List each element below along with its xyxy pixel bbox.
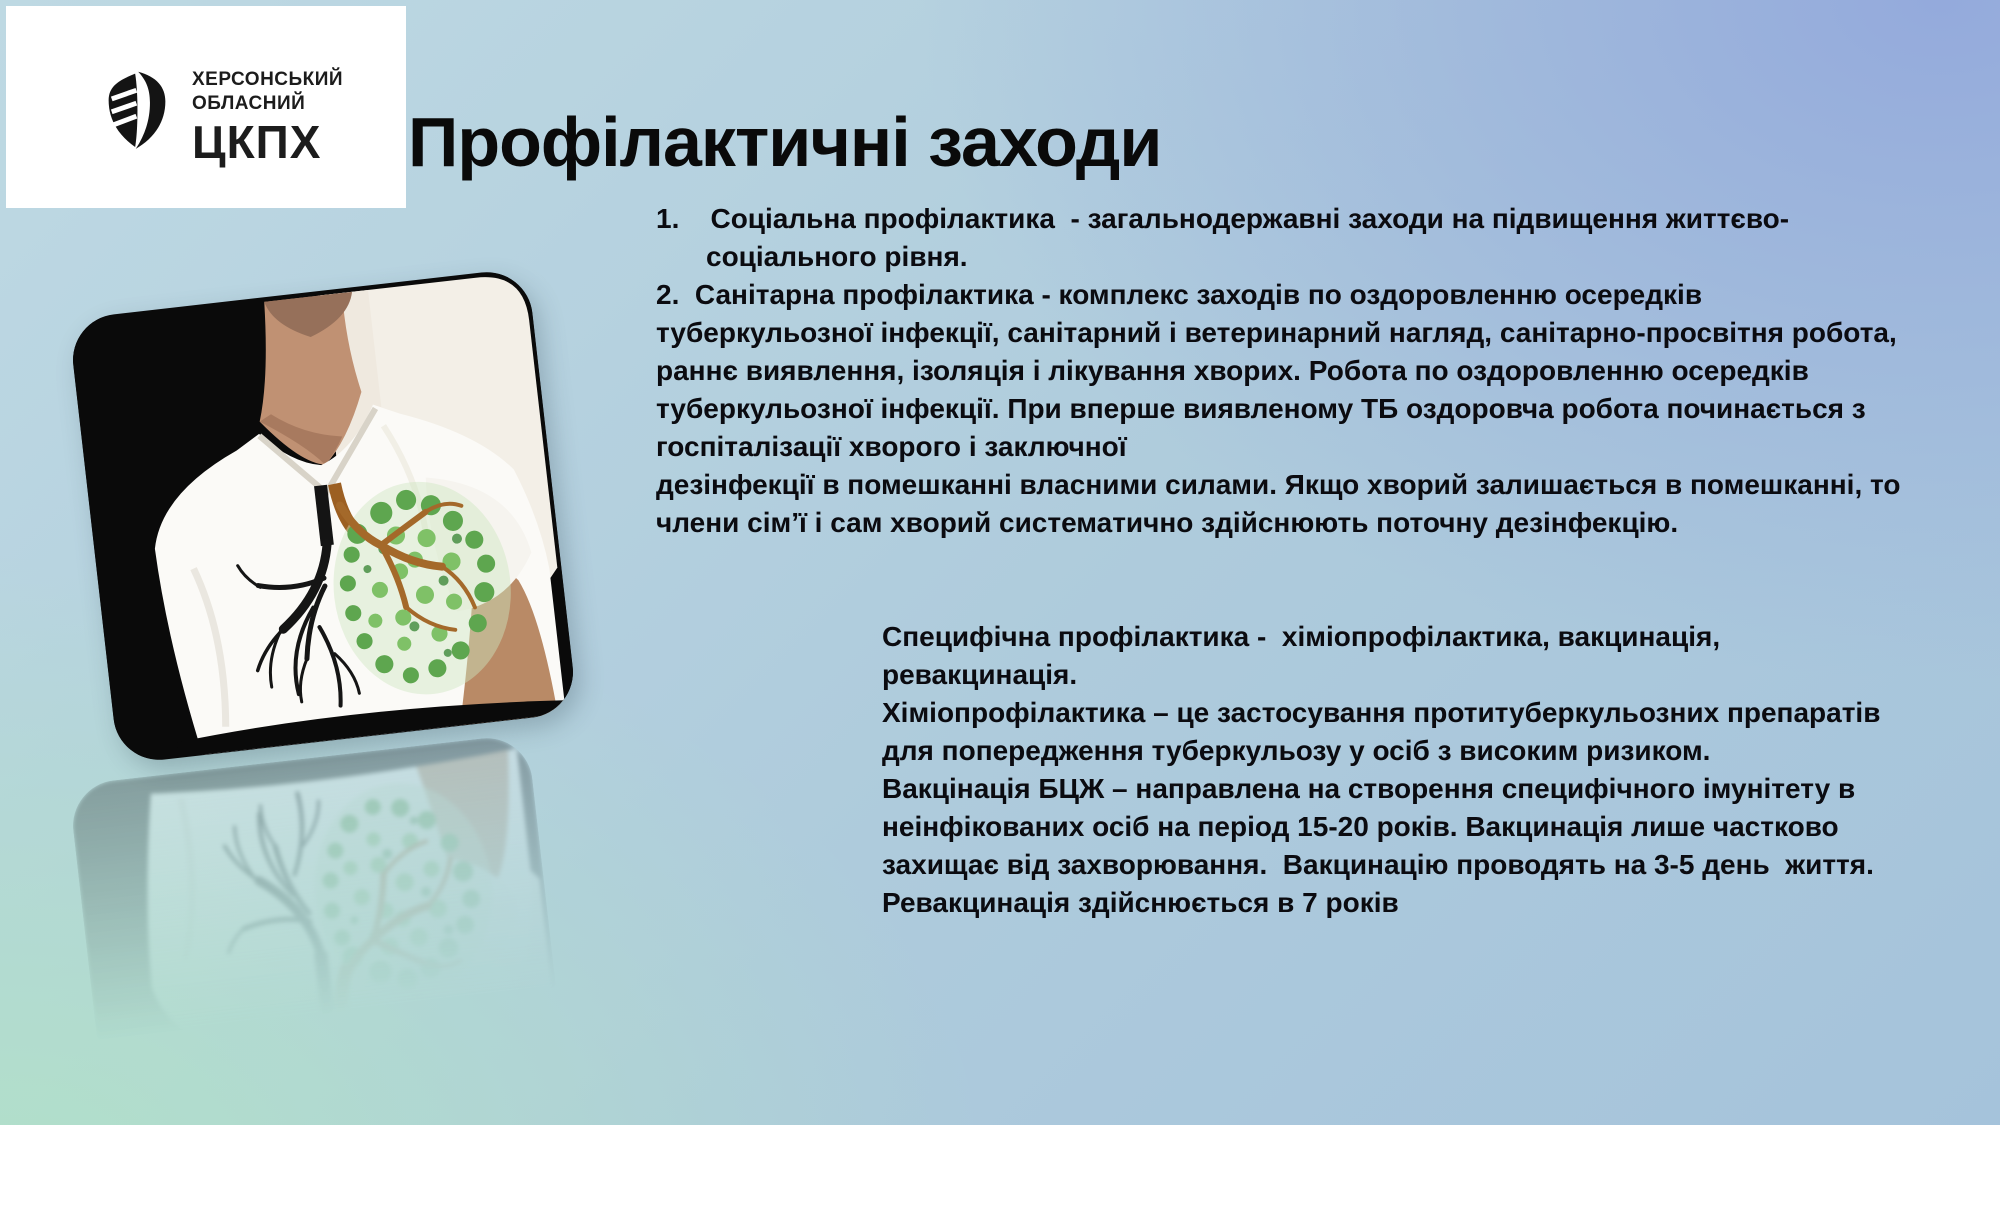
text-line: Вакцінація БЦЖ – направлена на створення специфічного імунітету в <box>882 773 1856 804</box>
logo-org-abbr: ЦКПХ <box>192 116 322 168</box>
text-line: Ревакцинація здійснюється в 7 років <box>882 887 1399 918</box>
shield-heart-logo-icon <box>100 58 174 162</box>
logo-box <box>6 6 406 208</box>
logo-org-line1: ХЕРСОНСЬКИЙ <box>192 69 344 90</box>
text-line: неінфікованих осіб на період 15-20 років. Вакцинація лише частково <box>882 811 1839 842</box>
text-line: для попередження туберкульозу у осіб з високим ризиком. <box>882 735 1711 766</box>
text-line: госпіталізації хворого і заключної <box>656 431 1127 462</box>
logo-org-line2: ОБЛАСНИЙ <box>192 93 306 114</box>
slide-title: Профілактичні заходи <box>408 102 1162 181</box>
specific-prevention-text-block <box>882 618 1880 922</box>
text-line: туберкульозної інфекції, санітарний і ветеринарний нагляд, санітарно-просвітня робота, <box>656 317 1897 348</box>
tshirt-photo <box>68 267 578 764</box>
text-line: 2. Санітарна профілактика - комплекс заходів по оздоровленню осередків <box>656 279 1703 310</box>
text-line: раннє виявлення, ізоляція і лікування хворих. Робота по оздоровленню осередків <box>656 355 1809 386</box>
text-line: Специфічна профілактика - хіміопрофілактика, вакцинація, <box>882 621 1721 652</box>
text-line: ревакцинація. <box>882 659 1078 690</box>
tshirt-photo-reflection <box>68 733 578 1230</box>
text-line: члени сім’ї і сам хворий систематично здійснюють поточну дезінфекцію. <box>656 507 1679 538</box>
text-line: туберкульозної інфекції. При вперше виявленому ТБ оздоровча робота починається з <box>656 393 1866 424</box>
text-line: захищає від захворювання. Вакцинацію проводять на 3-5 день життя. <box>882 849 1874 880</box>
logo-text <box>192 68 343 166</box>
text-line: соціального рівня. <box>706 241 968 272</box>
text-line: Хіміопрофілактика – це застосування протитуберкульозних препаратів <box>882 697 1881 728</box>
text-line: дезінфекції в помешканні власними силами. Якщо хворий залишається в помешканні, то <box>656 469 1901 500</box>
tshirt-photo-art <box>68 733 578 1230</box>
text-line: 1. Соціальна профілактика - загальнодержавні заходи на підвищення життєво- <box>656 203 1790 234</box>
prevention-types-text-block <box>656 200 1900 542</box>
tshirt-photo-art <box>68 267 578 764</box>
